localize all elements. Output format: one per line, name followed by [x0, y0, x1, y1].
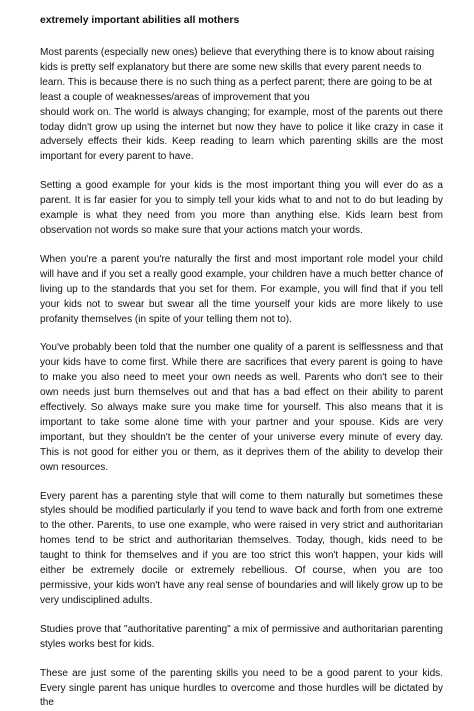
- paragraph-text: should work on. The world is always changing; for example, most of the parents out there today didn't grow up using the internet but now they have to police it like crazy in case it adversely effects their kids. Keep reading to learn which parenting skills are the most important for every parent to have.: [40, 106, 443, 163]
- paragraph-text: Most parents (especially new ones) believe that everything there is to know about raising kids is pretty self explanatory but there are some new skills that every parent needs to learn. This is because there is no such thing as a perfect parent; there are going to be at least a couple of weaknesses/areas of improvement that you: [40, 47, 435, 103]
- paragraph: [40, 46, 443, 165]
- document-title: extremely important abilities all mothers: [40, 15, 240, 26]
- paragraph-text: Every parent has a parenting style that will come to them naturally but sometimes these styles should be modified particularly if you tend to wave back and forth from one extreme to the other. Parents, to use one example, who were raised in very strict and authoritarian homes tend to be strict and authoritarian themselves. Today, though, kids need to be taught to think for themselves and if you are too strict this won't happen, your kids will either be extremely docile or extremely rebellious. Of course, when you are too permissive, your kids won't have any real sense of boundaries and will likely grow up to be very undisciplined adults.: [40, 490, 443, 606]
- paragraph-text: When you're a parent you're naturally the first and most important role model your child will have and if you set a really good example, your children have a much better chance of living up to the standards that you set for them. For example, you will find that if you tell your kids not to swear but swear all the time yourself your kids are more likely to use profanity themselves (in spite of your telling them not to).: [40, 253, 443, 325]
- paragraph-text: You've probably been told that the number one quality of a parent is selflessness and that your kids have to come first. While there are sacrifices that every parent is going to have to make you also need to meet your own needs as well. Parents who don't see to their own needs just burn themselves out and that has a bad effect on their ability to parent effectively. So always make sure you make time for yourself. This also means that it is important to take some alone time with your partner and your spouse. Kids are very important, but they shouldn't be the center of your universe every minute of every day. This is not good for either you or them, as it deprives them of the ability to develop their own resources.: [40, 342, 443, 473]
- paragraph: [40, 341, 443, 475]
- paragraph: [40, 667, 443, 711]
- paragraph-text: Studies prove that "authoritative parenting" a mix of permissive and authoritarian parenting styles works best for kids.: [40, 623, 443, 650]
- paragraph: [40, 253, 443, 328]
- paragraph: [40, 179, 443, 239]
- paragraph-text: Setting a good example for your kids is the most important thing you will ever do as a parent. It is far easier for you to simply tell your kids what to and not to do but leading by example is what they need from you more than anything else. Kids learn best from observation not words so make sure that your actions match your words.: [40, 180, 443, 236]
- paragraph: [40, 490, 443, 609]
- paragraph: [40, 623, 443, 653]
- paragraph-text: These are just some of the parenting skills you need to be a good parent to your kids. Every single parent has unique hurdles to overcome and those hurdles will be dictated by the: [40, 667, 443, 709]
